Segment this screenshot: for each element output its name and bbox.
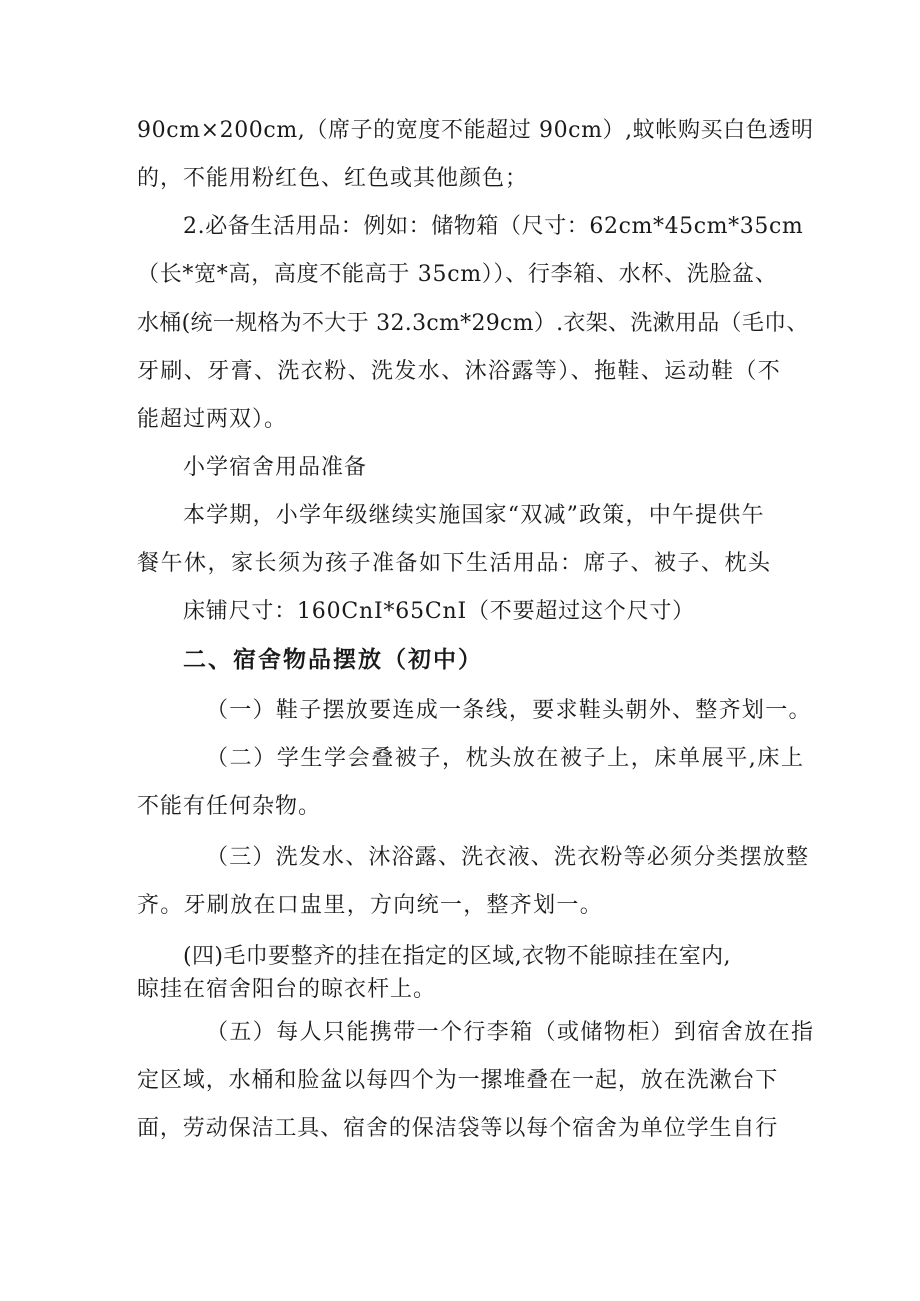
text-line: 2.必备生活用品：例如：储物箱（尺寸：62cm*45cm*35cm [183, 214, 804, 239]
text-line: 定区域，水桶和脸盆以每四个为一摞堆叠在一起，放在洗漱台下 [137, 1068, 779, 1093]
text-line: 不能有任何杂物。 [137, 794, 322, 819]
text-line: 牙刷、牙膏、洗衣粉、洗发水、沐浴露等）、拖鞋、运动鞋（不 [137, 359, 782, 384]
text-line: 餐午休，家长须为孩子准备如下生活用品：席子、被子、枕头 [137, 551, 772, 576]
text-line: （三）洗发水、沐浴露、洗衣液、洗衣粉等必须分类摆放整 [206, 845, 810, 870]
text-line: 床铺尺寸：160CnI*65CnI（不要超过这个尺寸） [183, 599, 695, 624]
text-line: 的，不能用粉红色、红色或其他颜色； [137, 166, 529, 191]
text-line: 面，劳动保洁工具、宿舍的保洁袋等以每个宿舍为单位学生自行 [137, 1116, 779, 1141]
text-line: （五）每人只能携带一个行李箱（或储物柜）到宿舍放在指 [206, 1020, 815, 1045]
text-line: （长*宽*高，高度不能高于 35cm））、行李箱、水杯、洗脸盆、 [137, 262, 778, 287]
text-line: 水桶(统一规格为不大于 32.3cm*29cm）.衣架、洗漱用品（毛巾、 [137, 311, 809, 336]
text-line: （一）鞋子摆放要连成一条线，要求鞋头朝外、整齐划一。 [206, 698, 812, 723]
text-line: 能超过两双）。 [137, 407, 288, 432]
text-line: 晾挂在宿舍阳台的晾衣杆上。 [137, 977, 437, 1002]
text-line: (四)毛巾要整齐的挂在指定的区域,衣物不能晾挂在室内, [183, 944, 731, 969]
text-line: 90cm×200cm,（席子的宽度不能超过 90cm）,蚊帐购买白色透明 [137, 118, 814, 143]
text-line: 本学期，小学年级继续实施国家“双减”政策，中午提供午 [183, 503, 765, 528]
text-line: （二）学生学会叠被子，枕头放在被子上，床单展平,床上 [206, 746, 805, 771]
section-subtitle: 小学宿舍用品准备 [183, 455, 368, 480]
section-heading: 二、宿舍物品摆放（初中） [183, 647, 483, 673]
text-line: 齐。牙刷放在口盅里，方向统一，整齐划一。 [137, 893, 604, 918]
